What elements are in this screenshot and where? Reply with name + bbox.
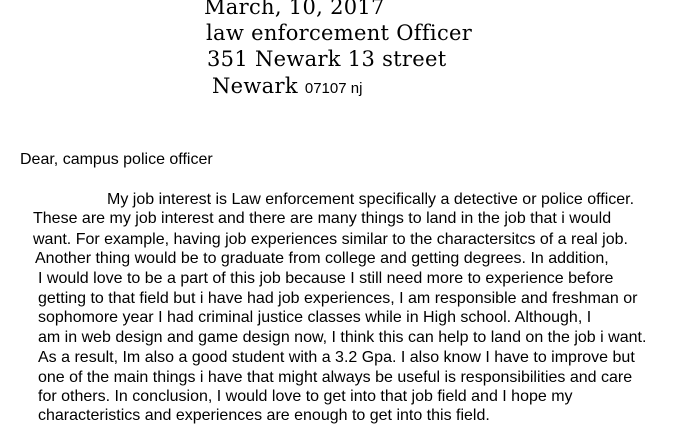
zip-state: 07107 nj [304, 80, 363, 97]
body-line: As a result, Im also a good student with a 3.2 Gpa. I also know I have to improve but [38, 349, 635, 366]
city-name: Newark [212, 74, 298, 98]
body-line: These are my job interest and there are many things to land in the job that i would [33, 210, 612, 227]
city-line [212, 74, 362, 101]
salutation: Dear, campus police officer [20, 151, 213, 168]
recipient-title: law enforcement Officer [206, 21, 473, 45]
body-line: am in web design and game design now, I think this can help to land on the job i want. [38, 329, 647, 346]
body-line: characteristics and experiences are enough to get into this field. [38, 407, 490, 424]
date-line: March, 10, 2017 [204, 0, 385, 19]
body-line: getting to that field but i have had job experiences, I am responsible and freshman or [38, 290, 638, 307]
body-line: for others. In conclusion, I would love to get into that job field and I hope my [38, 388, 573, 405]
body-line: Another thing would be to graduate from college and getting degrees. In addition, [35, 250, 609, 267]
body-line: one of the main things i have that might always be useful is responsibilities and care [38, 369, 633, 386]
body-line: want. For example, having job experiences similar to the charactersitcs of a real job. [33, 231, 628, 248]
body-line: I would love to be a part of this job because I still need more to experience before [38, 270, 614, 287]
street-address: 351 Newark 13 street [207, 47, 447, 71]
body-line: My job interest is Law enforcement specifically a detective or police officer. [107, 191, 635, 208]
body-line: sophomore year I had criminal justice classes while in High school. Although, I [38, 309, 592, 326]
